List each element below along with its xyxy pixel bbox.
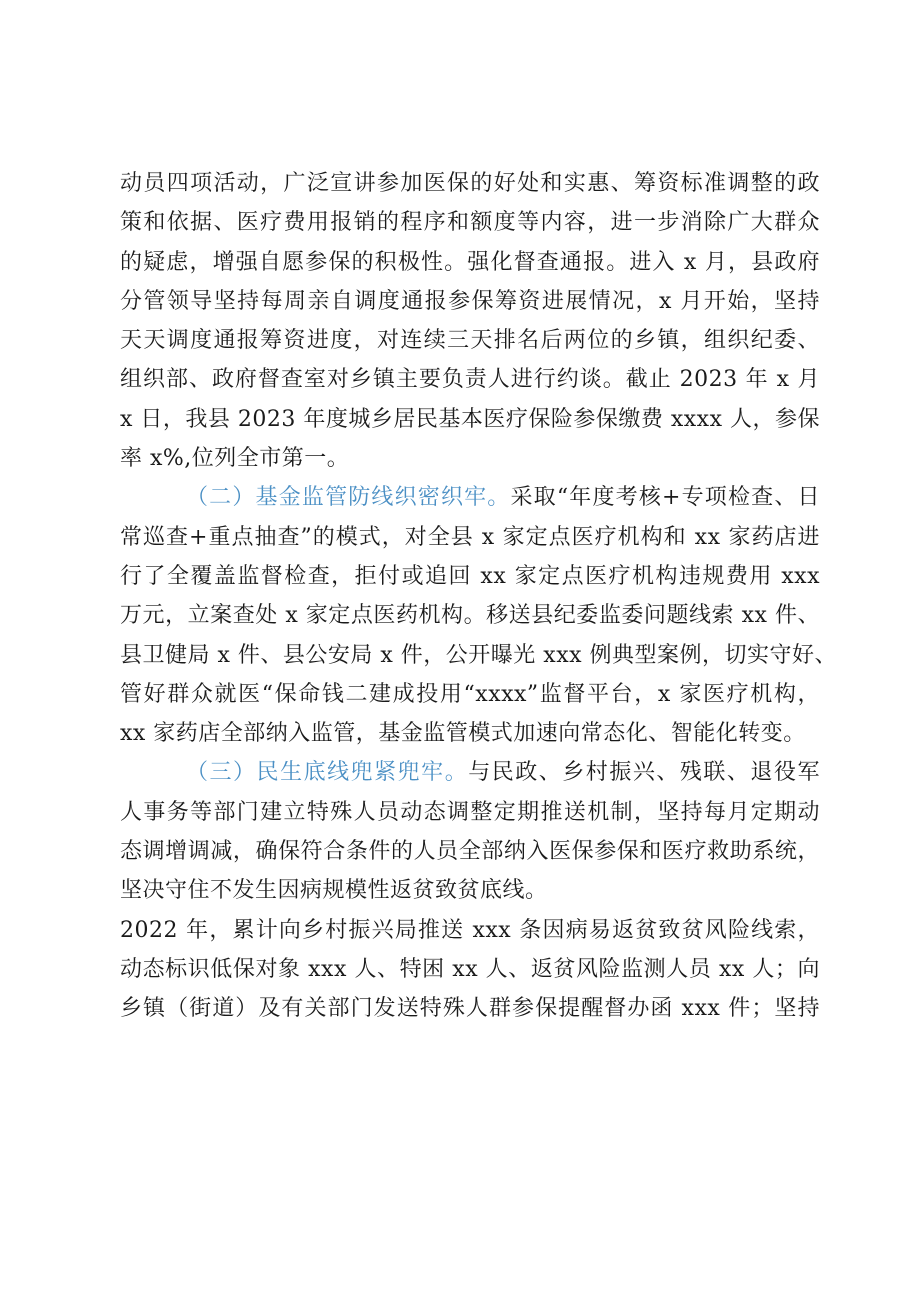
paragraph-2 — [120, 478, 837, 753]
text-line — [120, 478, 820, 517]
text-line: 行了全覆盖监督检查，拒付或追回 xx 家定点医疗机构违规费用 xxx — [120, 563, 820, 589]
text-line: 人事务等部门建立特殊人员动态调整定期推送机制，坚持每月定期动 — [120, 799, 820, 825]
text-line: 态调增调减，确保符合条件的人员全部纳入医保参保和医疗救助系统， — [120, 839, 820, 865]
text-line: 常巡查+重点抽查”的模式，对全县 x 家定点医疗机构和 xx 家药店进 — [120, 524, 820, 550]
section-heading-3: （三）民生底线兜紧兜牢。 — [186, 760, 469, 786]
text-line: 的疑虑，增强自愿参保的积极性。强化督查通报。进入 x 月，县政府 — [120, 249, 820, 275]
section-heading-2: （二）基金监管防线织密织牢。 — [186, 485, 511, 511]
text-line: 动员四项活动，广泛宣讲参加医保的好处和实惠、筹资标准调整的政 — [120, 171, 820, 196]
text-line: 动态标识低保对象 xxx 人、特困 xx 人、返贫风险监测人员 xx 人；向 — [120, 956, 820, 982]
text-line: xx 家药店全部纳入监管，基金监管模式加速向常态化、智能化转变。 — [120, 721, 806, 747]
text-line: 分管领导坚持每周亲自调度通报参保筹资进展情况，x 月开始，坚持 — [120, 288, 820, 314]
text-line — [120, 753, 820, 792]
document-body — [120, 164, 837, 1029]
text-line: 万元，立案查处 x 家定点医药机构。移送县纪委监委问题线索 xx 件、 — [120, 603, 820, 629]
text-line: 策和依据、医疗费用报销的程序和额度等内容，进一步消除广大群众 — [120, 210, 820, 236]
text-line: 坚决守住不发生因病规模性返贫致贫底线。 — [120, 878, 548, 904]
paragraph-1 — [120, 164, 820, 478]
text-segment: 与民政、乡村振兴、残联、退役军 — [468, 760, 820, 786]
text-line: 管好群众就医“保命钱二建成投用“xxxx”监督平台，x 家医疗机构， — [120, 681, 820, 707]
text-line: 组织部、政府督查室对乡镇主要负责人进行约谈。截止 2023 年 x 月 — [120, 367, 820, 393]
text-line: 天天调度通报筹资进度，对连续三天排名后两位的乡镇，组织纪委、 — [120, 328, 820, 354]
text-segment: 采取“年度考核+专项检查、日 — [510, 485, 820, 511]
text-line: x 日，我县 2023 年度城乡居民基本医疗保险参保缴费 xxxx 人，参保 — [120, 406, 820, 432]
text-line: 乡镇（街道）及有关部门发送特殊人群参保提醒督办函 xxx 件；坚持 — [120, 996, 820, 1022]
paragraph-3 — [120, 753, 820, 910]
text-line: 2022 年，累计向乡村振兴局推送 xxx 条因病易返贫致贫风险线索， — [120, 917, 820, 943]
text-line: 率 x%,位列全市第一。 — [120, 446, 350, 472]
paragraph-4 — [120, 911, 820, 1029]
text-line: 县卫健局 x 件、县公安局 x 件，公开曝光 xxx 例典型案例，切实守好、 — [120, 642, 837, 668]
